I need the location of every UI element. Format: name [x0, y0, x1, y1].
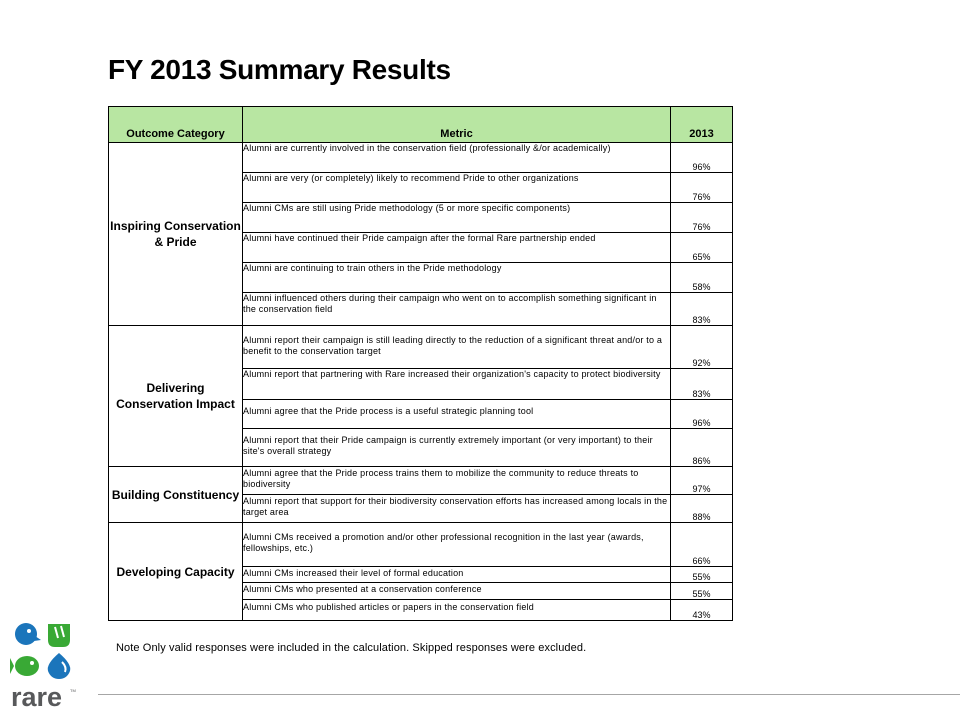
value-cell: 76%: [671, 203, 733, 233]
value-cell: 88%: [671, 495, 733, 523]
table-row: [109, 143, 733, 173]
metric-cell: Alumni agree that the Pride process is a useful strategic planning tool: [243, 400, 671, 429]
value-cell: 58%: [671, 263, 733, 293]
metric-cell: Alumni are currently involved in the conservation field (professionally &/or academically): [243, 143, 671, 173]
table-row: [109, 467, 733, 495]
metric-cell: Alumni have continued their Pride campaign after the formal Rare partnership ended: [243, 233, 671, 263]
category-developing: Developing Capacity: [109, 523, 243, 621]
logo-trademark: TM: [70, 688, 76, 693]
value-cell: 92%: [671, 326, 733, 369]
value-cell: 66%: [671, 523, 733, 567]
logo-wordmark: rare: [11, 682, 63, 712]
rare-logo: [10, 620, 78, 712]
bird-icon: [15, 623, 41, 645]
metric-cell: Alumni report that partnering with Rare increased their organization's capacity to protect biodiversity: [243, 369, 671, 400]
value-cell: 83%: [671, 369, 733, 400]
value-cell: 55%: [671, 567, 733, 583]
metric-cell: Alumni are very (or completely) likely to recommend Pride to other organizations: [243, 173, 671, 203]
metric-cell: Alumni influenced others during their campaign who went on to accomplish something significant in the conservation field: [243, 293, 671, 326]
metric-cell: Alumni CMs who published articles or papers in the conservation field: [243, 600, 671, 621]
metric-cell: Alumni CMs are still using Pride methodology (5 or more specific components): [243, 203, 671, 233]
metric-cell: Alumni CMs received a promotion and/or other professional recognition in the last year (awards, fellowships, etc.): [243, 523, 671, 567]
header-row: [109, 107, 733, 143]
category-inspiring: Inspiring Conservation & Pride: [109, 143, 243, 326]
footnote: Note Only valid responses were included in the calculation. Skipped responses were excluded.: [116, 642, 587, 654]
value-cell: 96%: [671, 400, 733, 429]
header-year: 2013: [671, 107, 733, 143]
value-cell: 86%: [671, 429, 733, 467]
header-metric: Metric: [243, 107, 671, 143]
category-building: Building Constituency: [109, 467, 243, 523]
metric-cell: Alumni CMs who presented at a conservation conference: [243, 583, 671, 600]
footer-divider: [98, 694, 960, 695]
metric-cell: Alumni report that their Pride campaign is currently extremely important (or very important) to their site's overall strategy: [243, 429, 671, 467]
value-cell: 83%: [671, 293, 733, 326]
drop-icon: [48, 653, 71, 679]
page-title: FY 2013 Summary Results: [108, 54, 451, 85]
metric-cell: Alumni are continuing to train others in the Pride methodology: [243, 263, 671, 293]
value-cell: 65%: [671, 233, 733, 263]
leaf-icon: [48, 624, 70, 647]
category-delivering: Delivering Conservation Impact: [109, 326, 243, 467]
results-table: [108, 106, 733, 621]
table-row: [109, 523, 733, 567]
header-outcome-category: Outcome Category: [109, 107, 243, 143]
value-cell: 43%: [671, 600, 733, 621]
value-cell: 97%: [671, 467, 733, 495]
value-cell: 76%: [671, 173, 733, 203]
metric-cell: Alumni report that support for their biodiversity conservation efforts has increased among locals in the target area: [243, 495, 671, 523]
table-row: [109, 326, 733, 369]
value-cell: 55%: [671, 583, 733, 600]
metric-cell: Alumni agree that the Pride process trains them to mobilize the community to reduce threats to biodiversity: [243, 467, 671, 495]
fish-icon: [10, 656, 39, 676]
value-cell: 96%: [671, 143, 733, 173]
metric-cell: Alumni report their campaign is still leading directly to the reduction of a significant threat and/or to a benefit to the conservation target: [243, 326, 671, 369]
metric-cell: Alumni CMs increased their level of formal education: [243, 567, 671, 583]
